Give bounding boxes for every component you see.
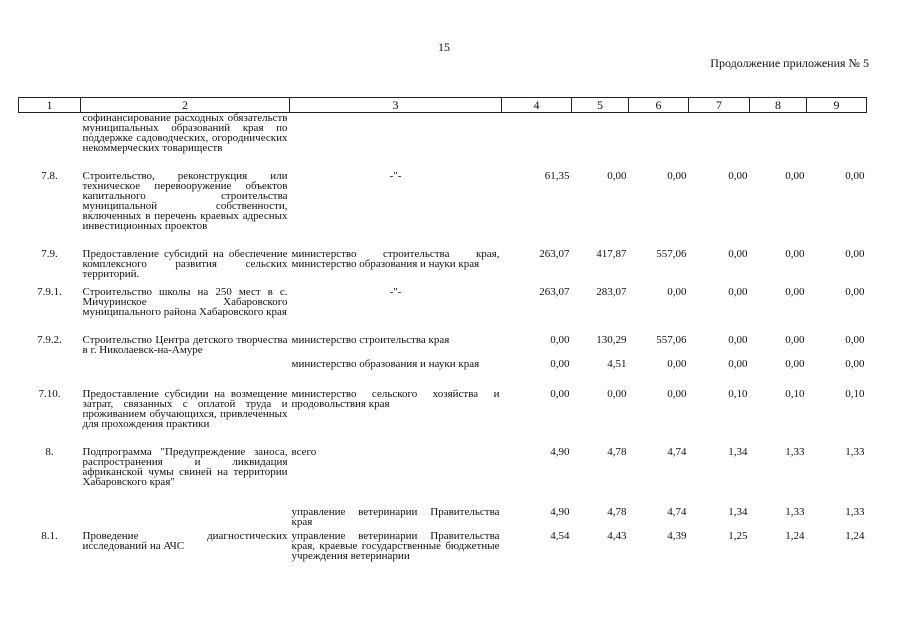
row-value-col-6: 0,00 (667, 357, 687, 370)
header-cell-6: 6 (629, 98, 689, 113)
table-row (19, 389, 867, 447)
table-row (19, 507, 867, 531)
row-number: 8. (45, 445, 54, 458)
row-value-col-6: 4,74 (667, 445, 687, 458)
row-value-col-6: 4,74 (667, 505, 687, 518)
table-row (19, 335, 867, 359)
table-row (19, 359, 867, 389)
row-value-col-8: 1,33 (785, 505, 805, 518)
row-executor: министерство строительства края (291, 333, 450, 346)
row-value-col-7: 1,34 (728, 445, 748, 458)
table-row (19, 113, 867, 171)
row-name: софинансирование расходных обязательств муниципальных образований края по поддержке садоводческих, огороднических некоммерческих товариществ (82, 112, 288, 154)
row-value-col-9: 1,33 (845, 505, 865, 518)
row-value-col-5: 4,43 (607, 529, 627, 542)
row-name: Строительство, реконструкция или техническое перевооружение объектов капитального строительства муниципальной собственности, включенных в перечень краевых адресных инвестиционных проектов (82, 169, 288, 232)
row-executor: министерство строительства края, министерство образования и науки края (291, 247, 500, 270)
row-executor (290, 113, 502, 171)
header-row (19, 98, 867, 113)
row-value-col-6: 557,06 (656, 247, 687, 260)
row-value-col-4: 4,54 (550, 529, 570, 542)
row-number (19, 113, 81, 171)
row-value-col-9: 1,24 (845, 529, 865, 542)
row-value-col-7: 0,00 (728, 247, 748, 260)
row-value-col-9: 0,00 (845, 169, 865, 182)
page-number: 15 (438, 40, 450, 54)
row-number: 7.9. (41, 247, 58, 260)
row-value-col-4: 4,90 (550, 445, 570, 458)
row-value-col-7: 0,00 (728, 285, 748, 298)
row-number: 7.8. (41, 169, 58, 182)
row-number: 7.9.2. (37, 333, 62, 346)
row-name: Предоставление субсидий на обеспечение комплексного развития сельских территорий. (82, 247, 288, 280)
row-value-col-5: 130,29 (596, 333, 627, 346)
row-name: Предоставление субсидии на возмещение затрат, связанных с оплатой труда и проживанием обучающихся, привлеченных для прохождения практики (82, 387, 288, 430)
table-row (19, 171, 867, 249)
row-value-col-4: 0,00 (550, 387, 570, 400)
header-cell-9: 9 (807, 98, 867, 113)
row-executor: всего (291, 445, 317, 458)
row-executor: министерство образования и науки края (291, 357, 480, 370)
row-number (19, 359, 81, 389)
row-value-col-8: 1,24 (785, 529, 805, 542)
row-name: Строительство Центра детского творчества в г. Николаевск-на-Амуре (82, 333, 288, 356)
row-executor: управление ветеринарии Правительства края (291, 505, 500, 528)
row-value-col-9: 0,00 (845, 247, 865, 260)
header-cell-7: 7 (689, 98, 750, 113)
row-value-col-8: 0,00 (785, 357, 805, 370)
row-value-col-7: 1,25 (728, 529, 748, 542)
row-value-col-4: 0,00 (550, 333, 570, 346)
row-value-col-5: 0,00 (607, 387, 627, 400)
row-value-col-5: 417,87 (596, 247, 627, 260)
row-value-col-4: 4,90 (550, 505, 570, 518)
row-value-col-9: 0,10 (845, 387, 865, 400)
row-value-col-4: 61,35 (544, 169, 570, 182)
row-name (81, 507, 290, 531)
row-value-col-8: 0,00 (785, 333, 805, 346)
row-value-col-6: 4,39 (667, 529, 687, 542)
row-value-col-7: 0,00 (728, 169, 748, 182)
row-executor: -"- (389, 285, 402, 298)
row-value-col-9: 0,00 (845, 333, 865, 346)
row-value-col-8: 0,00 (785, 247, 805, 260)
row-value-col-6: 0,00 (667, 169, 687, 182)
row-value-col-5: 4,78 (607, 445, 627, 458)
header-cell-5: 5 (572, 98, 629, 113)
row-value-col-7: 0,00 (728, 357, 748, 370)
row-value-col-4: 263,07 (539, 247, 570, 260)
row-value-col-5: 4,51 (607, 357, 627, 370)
table-row (19, 531, 867, 581)
header-cell-1: 1 (19, 98, 81, 113)
row-value-col-9: 1,33 (845, 445, 865, 458)
continuation-title: Продолжение приложения № 5 (710, 56, 869, 70)
table-row (19, 249, 867, 287)
row-number: 7.9.1. (37, 285, 62, 298)
row-value-col-6: 0,00 (667, 387, 687, 400)
row-value-col-5: 4,78 (607, 505, 627, 518)
row-value-col-5: 283,07 (596, 285, 627, 298)
row-value-col-9: 0,00 (845, 357, 865, 370)
row-value-col-5: 0,00 (607, 169, 627, 182)
table-row (19, 447, 867, 507)
row-value-col-7 (689, 113, 750, 171)
row-value-col-6 (629, 113, 689, 171)
row-value-col-9 (807, 113, 867, 171)
row-number (19, 507, 81, 531)
row-value-col-8 (750, 113, 807, 171)
header-cell-2: 2 (81, 98, 290, 113)
row-value-col-4 (502, 113, 572, 171)
row-value-col-8: 0,00 (785, 169, 805, 182)
row-name: Подпрограмма "Предупреждение заноса, распространения и ликвидация африканской чумы свиней на территории Хабаровского края" (82, 445, 288, 488)
row-executor: управление ветеринарии Правительства края, краевые государственные бюджетные учреждения ветеринарии (291, 529, 500, 562)
row-name: Строительство школы на 250 мест в с. Мичуринское Хабаровского муниципального района Хабаровского края (82, 285, 288, 318)
row-value-col-4: 263,07 (539, 285, 570, 298)
row-value-col-8: 1,33 (785, 445, 805, 458)
row-name: Проведение диагностических исследований на АЧС (82, 529, 288, 552)
row-value-col-7: 1,34 (728, 505, 748, 518)
row-value-col-6: 0,00 (667, 285, 687, 298)
row-number: 7.10. (38, 387, 61, 400)
table-row (19, 287, 867, 335)
row-value-col-6: 557,06 (656, 333, 687, 346)
row-value-col-7: 0,00 (728, 333, 748, 346)
row-executor: -"- (389, 169, 402, 182)
budget-table (18, 97, 867, 581)
header-cell-4: 4 (502, 98, 572, 113)
row-value-col-8: 0,00 (785, 285, 805, 298)
row-name (81, 359, 290, 389)
row-value-col-8: 0,10 (785, 387, 805, 400)
header-cell-8: 8 (750, 98, 807, 113)
row-executor: министерство сельского хозяйства и продовольствия края (291, 387, 500, 410)
row-value-col-9: 0,00 (845, 285, 865, 298)
header-cell-3: 3 (290, 98, 502, 113)
row-number: 8.1. (41, 529, 58, 542)
row-value-col-5 (572, 113, 629, 171)
row-value-col-4: 0,00 (550, 357, 570, 370)
row-value-col-7: 0,10 (728, 387, 748, 400)
